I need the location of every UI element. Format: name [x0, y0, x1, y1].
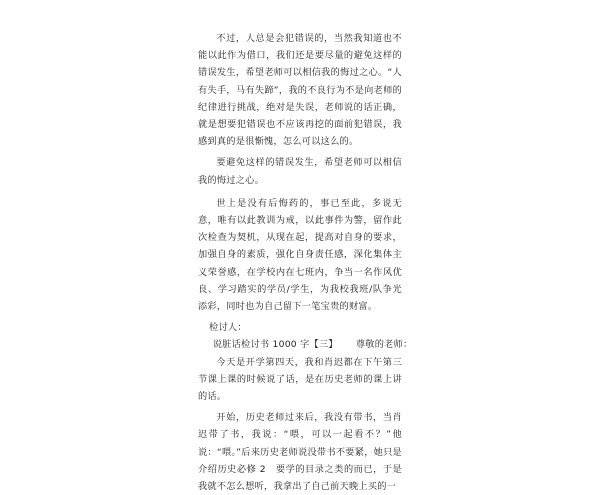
heading-title: 说脏话检讨书 1000 字【三】: [212, 339, 338, 351]
signature-label: 检讨人：: [209, 322, 247, 334]
document-heading: [198, 336, 413, 353]
paragraph-5: 开始，历史老师过来后，我没有带书，当肖迟带了书，我说：“喂，可以一起看不？”他说：“喂。”后来历史老师说没带书不要紧，她只是介绍历史必修 2 要学的目录之类的而已，于是我就不怎么想听，我拿出了自己前天晚上买的一: [198, 412, 402, 493]
paragraph-3: 世上是没有后悔药的，事已至此，多说无意，唯有以此教训为戒，以此事件为警，留作此次检查为契机，从现在起，提高对自身的要求，加强自身的素质，强化自身责任感，深化集体主义荣誉感，在学校内在七班内，争当一名作风优良、学习踏实的学员/学生，为我校我班/队争光添彩，同时也为自己留下一笔宝贵的财富。: [198, 197, 402, 313]
paragraph-1: 不过，人总是会犯错误的，当然我知道也不能以此作为借口，我们还是要尽量的避免这样的错误发生，希望老师可以相信我的悔过之心。“人有失手，马有失蹄”，我的不良行为不是向老师的纪律进行挑战，绝对是失误，老师说的话正确，就是想要犯错误也不应该再挖的面前犯错误，我感到真的是很惭愧，怎么可以这么的。: [198, 33, 402, 148]
paragraph-4: 今天是开学第四天，我和肖迟都在下午第三节课上课的时候说了话，是在历史老师的课上讲的话。: [198, 356, 402, 403]
paragraph-2: 要避免这样的错误发生，希望老师可以相信我的悔过之心。: [198, 157, 402, 186]
salutation: 尊敬的老师：: [355, 339, 413, 351]
document-body: [198, 30, 413, 495]
